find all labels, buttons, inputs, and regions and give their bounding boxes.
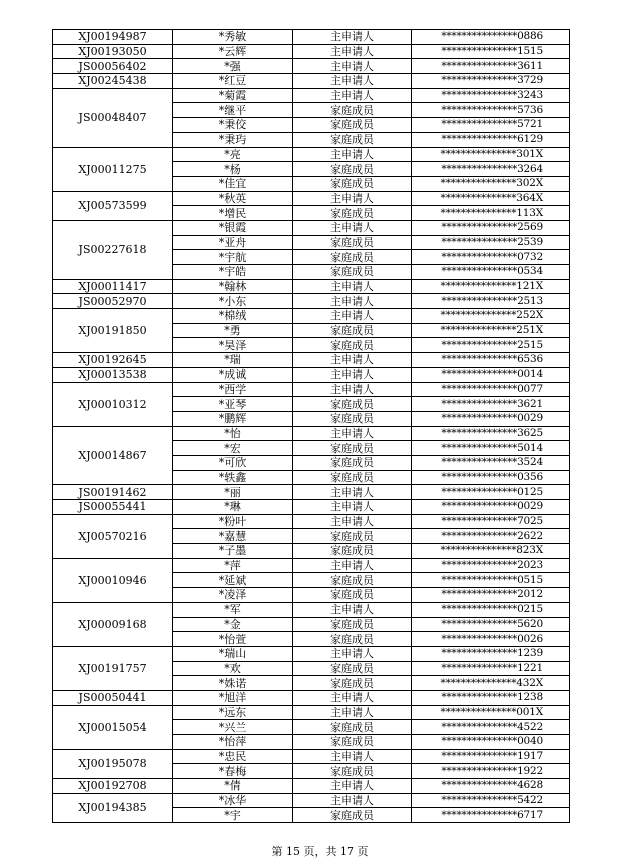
- applicant-name-cell: *远东: [173, 705, 293, 720]
- applicant-role-cell: 主申请人: [293, 309, 412, 324]
- application-number-cell: JS00050441: [53, 690, 173, 705]
- table-row: [53, 30, 570, 45]
- applicant-role-cell: 主申请人: [293, 147, 412, 162]
- applicant-role-cell: 主申请人: [293, 426, 412, 441]
- id-number-cell: ***************364X: [412, 191, 570, 206]
- applicant-name-cell: *嘉慧: [173, 529, 293, 544]
- id-number-cell: ***************7025: [412, 514, 570, 529]
- application-number-cell: XJ00010946: [53, 558, 173, 602]
- application-number-cell: XJ00010312: [53, 382, 173, 426]
- applicant-role-cell: 家庭成员: [293, 617, 412, 632]
- applicant-name-cell: *秉玙: [173, 132, 293, 147]
- id-number-cell: ***************5736: [412, 103, 570, 118]
- table-row: [53, 59, 570, 74]
- id-number-cell: ***************2012: [412, 588, 570, 603]
- application-number-cell: XJ00194987: [53, 30, 173, 45]
- applicant-name-cell: *宇: [173, 808, 293, 823]
- id-number-cell: ***************2539: [412, 235, 570, 250]
- id-number-cell: ***************0029: [412, 411, 570, 426]
- application-number-cell: XJ00570216: [53, 514, 173, 558]
- applicant-table-body: [53, 30, 570, 823]
- applicant-role-cell: 家庭成员: [293, 676, 412, 691]
- applicant-name-cell: *佳宜: [173, 176, 293, 191]
- applicant-role-cell: 家庭成员: [293, 323, 412, 338]
- applicant-role-cell: 家庭成员: [293, 250, 412, 265]
- id-number-cell: ***************6129: [412, 132, 570, 147]
- applicant-name-cell: *继平: [173, 103, 293, 118]
- applicant-role-cell: 主申请人: [293, 602, 412, 617]
- applicant-role-cell: 主申请人: [293, 353, 412, 368]
- id-number-cell: ***************2569: [412, 220, 570, 235]
- application-number-cell: XJ00009168: [53, 602, 173, 646]
- applicant-role-cell: 主申请人: [293, 500, 412, 515]
- applicant-name-cell: *军: [173, 602, 293, 617]
- applicant-name-cell: *小东: [173, 294, 293, 309]
- applicant-name-cell: *粉叶: [173, 514, 293, 529]
- table-row: [53, 353, 570, 368]
- applicant-role-cell: 家庭成员: [293, 176, 412, 191]
- applicant-role-cell: 主申请人: [293, 793, 412, 808]
- applicant-name-cell: *亮: [173, 147, 293, 162]
- applicant-role-cell: 主申请人: [293, 88, 412, 103]
- applicant-name-cell: *秀敏: [173, 30, 293, 45]
- table-row: [53, 191, 570, 206]
- application-number-cell: XJ00192645: [53, 353, 173, 368]
- applicant-role-cell: 主申请人: [293, 59, 412, 74]
- id-number-cell: ***************3621: [412, 397, 570, 412]
- applicant-role-cell: 家庭成员: [293, 338, 412, 353]
- application-number-cell: XJ00191850: [53, 309, 173, 353]
- applicant-role-cell: 主申请人: [293, 558, 412, 573]
- id-number-cell: ***************0215: [412, 602, 570, 617]
- id-number-cell: ***************2513: [412, 294, 570, 309]
- applicant-role-cell: 主申请人: [293, 294, 412, 309]
- table-row: [53, 485, 570, 500]
- id-number-cell: ***************3264: [412, 162, 570, 177]
- application-number-cell: JS00048407: [53, 88, 173, 147]
- id-number-cell: ***************3729: [412, 74, 570, 89]
- id-number-cell: ***************0732: [412, 250, 570, 265]
- id-number-cell: ***************252X: [412, 309, 570, 324]
- id-number-cell: ***************3625: [412, 426, 570, 441]
- id-number-cell: ***************1917: [412, 749, 570, 764]
- applicant-name-cell: *菊霞: [173, 88, 293, 103]
- table-row: [53, 749, 570, 764]
- id-number-cell: ***************4522: [412, 720, 570, 735]
- applicant-name-cell: *春梅: [173, 764, 293, 779]
- applicant-role-cell: 家庭成员: [293, 132, 412, 147]
- applicant-name-cell: *冰华: [173, 793, 293, 808]
- id-number-cell: ***************2622: [412, 529, 570, 544]
- applicant-name-cell: *倩: [173, 779, 293, 794]
- applicant-role-cell: 主申请人: [293, 514, 412, 529]
- application-number-cell: XJ00573599: [53, 191, 173, 220]
- id-number-cell: ***************1922: [412, 764, 570, 779]
- table-row: [53, 44, 570, 59]
- applicant-role-cell: 主申请人: [293, 690, 412, 705]
- table-row: [53, 367, 570, 382]
- applicant-name-cell: *琳: [173, 500, 293, 515]
- id-number-cell: ***************4628: [412, 779, 570, 794]
- application-number-cell: XJ00195078: [53, 749, 173, 778]
- id-number-cell: ***************5620: [412, 617, 570, 632]
- applicant-name-cell: *凌泽: [173, 588, 293, 603]
- applicant-role-cell: 主申请人: [293, 367, 412, 382]
- application-number-cell: JS00052970: [53, 294, 173, 309]
- id-number-cell: ***************251X: [412, 323, 570, 338]
- id-number-cell: ***************3524: [412, 455, 570, 470]
- application-number-cell: XJ00014867: [53, 426, 173, 485]
- application-number-cell: XJ00011417: [53, 279, 173, 294]
- applicant-role-cell: 家庭成员: [293, 764, 412, 779]
- id-number-cell: ***************432X: [412, 676, 570, 691]
- applicant-name-cell: *旭洋: [173, 690, 293, 705]
- applicant-name-cell: *兴兰: [173, 720, 293, 735]
- id-number-cell: ***************121X: [412, 279, 570, 294]
- id-number-cell: ***************0886: [412, 30, 570, 45]
- application-number-cell: XJ00194385: [53, 793, 173, 822]
- table-row: [53, 294, 570, 309]
- applicant-role-cell: 家庭成员: [293, 588, 412, 603]
- applicant-name-cell: *亚舟: [173, 235, 293, 250]
- id-number-cell: ***************113X: [412, 206, 570, 221]
- applicant-name-cell: *萍: [173, 558, 293, 573]
- id-number-cell: ***************302X: [412, 176, 570, 191]
- table-row: [53, 602, 570, 617]
- application-number-cell: XJ00191757: [53, 646, 173, 690]
- applicant-name-cell: *红豆: [173, 74, 293, 89]
- applicant-name-cell: *宇航: [173, 250, 293, 265]
- application-number-cell: JS00191462: [53, 485, 173, 500]
- applicant-role-cell: 家庭成员: [293, 573, 412, 588]
- table-row: [53, 382, 570, 397]
- application-number-cell: XJ00193050: [53, 44, 173, 59]
- id-number-cell: ***************6717: [412, 808, 570, 823]
- applicant-name-cell: *昊泽: [173, 338, 293, 353]
- applicant-role-cell: 主申请人: [293, 382, 412, 397]
- applicant-role-cell: 家庭成员: [293, 441, 412, 456]
- applicant-role-cell: 家庭成员: [293, 632, 412, 647]
- applicant-name-cell: *西学: [173, 382, 293, 397]
- applicant-name-cell: *宏: [173, 441, 293, 456]
- id-number-cell: ***************5014: [412, 441, 570, 456]
- applicant-role-cell: 家庭成员: [293, 235, 412, 250]
- id-number-cell: ***************1239: [412, 646, 570, 661]
- applicant-name-cell: *鹏辉: [173, 411, 293, 426]
- applicant-name-cell: *秋英: [173, 191, 293, 206]
- page-footer: 第 15 页，共 17 页: [271, 845, 369, 858]
- id-number-cell: ***************0040: [412, 735, 570, 750]
- applicant-name-cell: *瑞: [173, 353, 293, 368]
- applicant-role-cell: 主申请人: [293, 220, 412, 235]
- application-number-cell: JS00056402: [53, 59, 173, 74]
- applicant-name-cell: *姝诺: [173, 676, 293, 691]
- table-row: [53, 309, 570, 324]
- applicant-role-cell: 主申请人: [293, 74, 412, 89]
- table-row: [53, 779, 570, 794]
- applicant-name-cell: *翰林: [173, 279, 293, 294]
- applicant-name-cell: *延斌: [173, 573, 293, 588]
- id-number-cell: ***************3243: [412, 88, 570, 103]
- id-number-cell: ***************0026: [412, 632, 570, 647]
- application-number-cell: XJ00013538: [53, 367, 173, 382]
- table-row: [53, 793, 570, 808]
- applicant-name-cell: *银霞: [173, 220, 293, 235]
- applicant-role-cell: 家庭成员: [293, 544, 412, 559]
- id-number-cell: ***************1238: [412, 690, 570, 705]
- applicant-role-cell: 主申请人: [293, 705, 412, 720]
- id-number-cell: ***************1515: [412, 44, 570, 59]
- table-row: [53, 646, 570, 661]
- applicant-name-cell: *云辉: [173, 44, 293, 59]
- application-number-cell: XJ00011275: [53, 147, 173, 191]
- id-number-cell: ***************3611: [412, 59, 570, 74]
- application-number-cell: XJ00015054: [53, 705, 173, 749]
- id-number-cell: ***************5721: [412, 118, 570, 133]
- id-number-cell: ***************823X: [412, 544, 570, 559]
- applicant-name-cell: *怡萍: [173, 735, 293, 750]
- application-number-cell: JS00227618: [53, 220, 173, 279]
- id-number-cell: ***************2515: [412, 338, 570, 353]
- applicant-name-cell: *怡: [173, 426, 293, 441]
- applicant-role-cell: 主申请人: [293, 44, 412, 59]
- applicant-table: [52, 29, 570, 823]
- id-number-cell: ***************0356: [412, 470, 570, 485]
- applicant-name-cell: *杨: [173, 162, 293, 177]
- applicant-role-cell: 主申请人: [293, 279, 412, 294]
- application-number-cell: XJ00192708: [53, 779, 173, 794]
- id-number-cell: ***************0077: [412, 382, 570, 397]
- id-number-cell: ***************1221: [412, 661, 570, 676]
- id-number-cell: ***************2023: [412, 558, 570, 573]
- applicant-role-cell: 家庭成员: [293, 103, 412, 118]
- applicant-role-cell: 家庭成员: [293, 720, 412, 735]
- applicant-role-cell: 主申请人: [293, 485, 412, 500]
- id-number-cell: ***************5422: [412, 793, 570, 808]
- applicant-role-cell: 主申请人: [293, 191, 412, 206]
- applicant-role-cell: 家庭成员: [293, 118, 412, 133]
- applicant-role-cell: 家庭成员: [293, 735, 412, 750]
- applicant-name-cell: *忠民: [173, 749, 293, 764]
- id-number-cell: ***************0029: [412, 500, 570, 515]
- applicant-role-cell: 主申请人: [293, 749, 412, 764]
- id-number-cell: ***************0014: [412, 367, 570, 382]
- id-number-cell: ***************0125: [412, 485, 570, 500]
- applicant-role-cell: 家庭成员: [293, 206, 412, 221]
- table-row: [53, 88, 570, 103]
- applicant-name-cell: *棉绒: [173, 309, 293, 324]
- applicant-role-cell: 家庭成员: [293, 411, 412, 426]
- applicant-name-cell: *秉佼: [173, 118, 293, 133]
- table-row: [53, 426, 570, 441]
- applicant-name-cell: *金: [173, 617, 293, 632]
- applicant-name-cell: *欢: [173, 661, 293, 676]
- applicant-name-cell: *可欣: [173, 455, 293, 470]
- table-row: [53, 147, 570, 162]
- applicant-role-cell: 主申请人: [293, 646, 412, 661]
- applicant-role-cell: 家庭成员: [293, 397, 412, 412]
- applicant-role-cell: 家庭成员: [293, 162, 412, 177]
- applicant-role-cell: 家庭成员: [293, 661, 412, 676]
- applicant-role-cell: 家庭成员: [293, 470, 412, 485]
- applicant-name-cell: *宇皓: [173, 265, 293, 280]
- table-row: [53, 690, 570, 705]
- id-number-cell: ***************301X: [412, 147, 570, 162]
- id-number-cell: ***************0534: [412, 265, 570, 280]
- applicant-role-cell: 家庭成员: [293, 808, 412, 823]
- application-number-cell: JS00055441: [53, 500, 173, 515]
- table-row: [53, 220, 570, 235]
- applicant-role-cell: 主申请人: [293, 30, 412, 45]
- applicant-name-cell: *轶鑫: [173, 470, 293, 485]
- applicant-name-cell: *成诚: [173, 367, 293, 382]
- applicant-role-cell: 家庭成员: [293, 265, 412, 280]
- applicant-name-cell: *亚琴: [173, 397, 293, 412]
- table-row: [53, 279, 570, 294]
- applicant-role-cell: 主申请人: [293, 779, 412, 794]
- table-row: [53, 558, 570, 573]
- applicant-role-cell: 家庭成员: [293, 529, 412, 544]
- id-number-cell: ***************0515: [412, 573, 570, 588]
- applicant-role-cell: 家庭成员: [293, 455, 412, 470]
- table-row: [53, 500, 570, 515]
- applicant-name-cell: *强: [173, 59, 293, 74]
- applicant-name-cell: *增民: [173, 206, 293, 221]
- applicant-name-cell: *子墨: [173, 544, 293, 559]
- table-row: [53, 74, 570, 89]
- application-number-cell: XJ00245438: [53, 74, 173, 89]
- applicant-name-cell: *勇: [173, 323, 293, 338]
- id-number-cell: ***************6536: [412, 353, 570, 368]
- applicant-name-cell: *丽: [173, 485, 293, 500]
- table-row: [53, 514, 570, 529]
- applicant-name-cell: *怡萱: [173, 632, 293, 647]
- table-row: [53, 705, 570, 720]
- applicant-name-cell: *瑞山: [173, 646, 293, 661]
- id-number-cell: ***************001X: [412, 705, 570, 720]
